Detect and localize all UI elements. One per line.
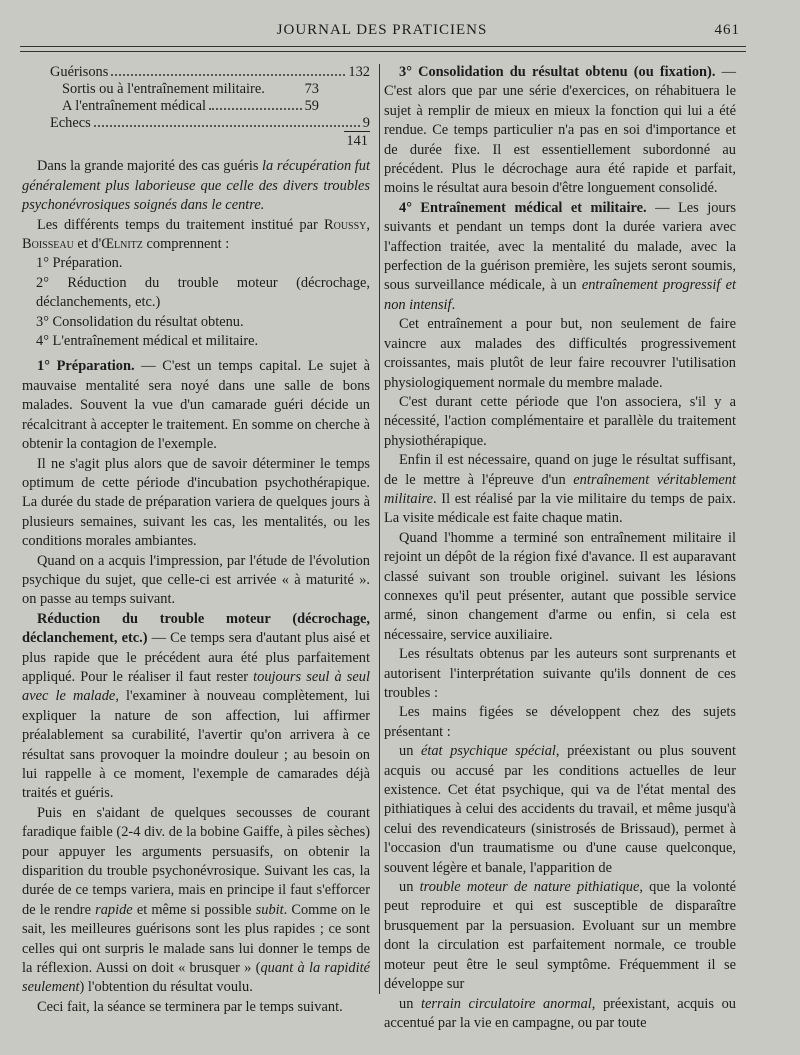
- list-item: 4° L'entraînement médical et militaire.: [36, 333, 259, 350]
- stats-value: 132: [348, 64, 370, 80]
- paragraph: Ceci fait, la séance se terminera par le temps suivant.: [37, 998, 343, 1015]
- stats-label: Guérisons: [50, 64, 109, 80]
- section-entrainement: 4° Entraînement médical et militaire. — Les jours suivants et pendant un temps dont la durée variera avec l'affection traitée, avec la mentalité du malade, avec la perfection de la guérison première, les sujets seront soumis, sous surveillance médicale, à un entraînement progressif et non intensif.: [384, 199, 737, 313]
- list-item: 2° Réduction du trouble moteur (décrochage, déclanchements, etc.): [36, 274, 370, 311]
- paragraph: un terrain circulatoire anormal, préexistant, acquis ou accentué par la vie en campagne, ou par toute: [384, 995, 736, 1031]
- leader-dots: [111, 74, 345, 76]
- stats-value: 73: [304, 81, 319, 97]
- running-header: [24, 22, 740, 44]
- paragraph: un état psychique spécial, préexistant ou plus souvent acquis ou accusé par les conditions actuelles de leur existence. Cet état psychique, qui va de l'état mental des pithiatiques à celui des accidents du travail, et même jusqu'à celui des revendicateurs (sinistrosés de Brissaud), permet à l'occasion d'un traumatisme ou d'une cause quelconque, souvent légère et banale, l'apparition de: [384, 743, 736, 876]
- section-consolidation: 3° Consolidation du résultat obtenu (ou fixation). — C'est alors que par une série d'exercices, on réhabituera le sujet à remplir de mieux en mieux la fonction qui lui a été rendue. Ce temps particulier n'a pas en soi d'importance et de durée fixe. Il est essentiellement subordonné au précédent. Plus le décrochage aura été rapide et parfait, moins le résultat aura besoin d'être longuement consolidé.: [384, 64, 736, 197]
- page-number: 461: [714, 22, 740, 38]
- stats-label: Sortis ou à l'entraînement militaire.: [62, 81, 265, 97]
- paragraph: un trouble moteur de nature pithiatique, que la volonté peut reproduire et qui est susceptible de disparaître brusquement par la persuasion. Evoluant sur un membre dont la circulation est parfaitement normale, ce trouble moteur peut être le seul symptôme. Fréquemment il se développe sur: [384, 879, 736, 993]
- paragraph: Enfin il est nécessaire, quand on juge le résultat suffisant, de le mettre à l'épreuve d'un entraînement véritablement militaire. Il est réalisé par la vie militaire du temps de paix. La visite médicale est faite chaque matin.: [384, 452, 736, 527]
- leader-dots: [209, 108, 302, 110]
- stats-total: [22, 131, 370, 151]
- column-divider: [379, 64, 380, 994]
- paragraph: Il ne s'agit plus alors que de savoir déterminer le temps optimum de cette période d'incubation psychothérapique. La durée du stade de préparation variera de quelques jours à plusieurs semaines, suivant les cas, les mentalités, ou les conditions morales ambiantes.: [22, 455, 370, 550]
- list-item: 3° Consolidation du résultat obtenu.: [36, 313, 244, 330]
- journal-title: JOURNAL DES PRATICIENS: [276, 22, 488, 38]
- paragraph: Les mains figées se développent chez des sujets présentant :: [384, 704, 736, 740]
- paragraph: Les résultats obtenus par les auteurs sont surprenants et autorisent l'interprétation suivante qu'ils donnent de ces troubles :: [384, 646, 736, 701]
- results-table: [22, 63, 370, 151]
- section-reduction: Réduction du trouble moteur (décrochage, déclanchement, etc.) — Ce temps sera d'autant plus aisé et plus rapide que le précédent aura été plus parfaitement appliqué. Pour le réaliser il faut rester toujours seul à seul avec le malade, l'examiner à nouveau complètement, lui expliquer la nature de son affection, lui affirmer préalablement sa curabilité, l'avertir qu'on arrivera à ce résultat sans provoquer la moindre douleur ; au besoin on lui rappelle à ce moment, l'exemple de camarades déjà traités et guéris.: [22, 610, 370, 802]
- paragraph: Les différents temps du traitement institué par Roussy, Boisseau et d'Œlnitz comprennent :: [22, 216, 370, 253]
- stats-label: A l'entraînement médical: [62, 98, 207, 114]
- paragraph: Puis en s'aidant de quelques secousses de courant faradique faible (2-4 div. de la bobine Gaiffe, à piles sèches) pour appuyer les arguments persuasifs, on obtenir la disparition du trouble psychonévrosique. Suivant les cas, la durée de ce temps variera, mais en principe il faut s'efforcer de le rendre rapide et même si possible subit. Comme on le sait, les meilleures guérisons sont les plus rapides ; ce sont celles qui ont surpris le malade sans lui donner le temps de la réflexion. Aussi on doit « brusquer » (quant à la rapidité seulement) l'obtention du résultat voulu.: [22, 804, 370, 996]
- paragraph: Dans la grande majorité des cas guéris la récupération fut généralement plus laborieuse que celle des divers troubles psychonévrosiques soignés dans le centre.: [22, 158, 370, 214]
- leader-dots: [94, 125, 360, 127]
- list-item: 1° Préparation.: [36, 255, 123, 272]
- right-column: [384, 63, 736, 1033]
- header-rule: [20, 46, 746, 47]
- left-column: [22, 63, 370, 1017]
- paragraph: C'est durant cette période que l'on associera, s'il y a nécessité, l'action complémentaire et parallèle du traitement physiothérapique.: [384, 393, 736, 449]
- paragraph: Quand l'homme a terminé son entraînement militaire il rejoint un dépôt de la région fixé d'avance. Il est auparavant classé suivant son trouble originel. suivant les lésions connexes qu'il peut présenter, autant que possible service armé, sinon changement d'arme ou enfin, si cela est nécessaire, service auxiliaire.: [384, 529, 736, 643]
- stats-label: Echecs: [50, 115, 91, 131]
- paragraph: Cet entraînement a pour but, non seulement de faire vaincre aux malades des difficultés progressivement croissantes, mais plutôt de leur faire recouvrer l'utilisation physiologiquement normale du membre malade.: [384, 316, 736, 391]
- header-rule-thin: [20, 51, 746, 52]
- stats-row-entrainement: [22, 97, 319, 114]
- stats-total-value: 141: [344, 131, 370, 151]
- stats-row-echecs: [22, 114, 370, 131]
- section-preparation: 1° Préparation. — C'est un temps capital. Le sujet à mauvaise mentalité sera noyé dans une salle de bons malades. Souvent la vue d'un camarade guéri décide un récalcitrant à accepter le traitement. En somme on cherche à obtenir la contagion de l'exemple.: [22, 358, 370, 453]
- paragraph: Quand on a acquis l'impression, par l'étude de l'évolution psychique du sujet, que celle-ci est arrivée « à maturité ». on passe au temps suivant.: [22, 552, 370, 608]
- stats-row-sortis: [22, 80, 319, 97]
- stats-value: 9: [362, 115, 370, 131]
- stats-value: 59: [304, 98, 319, 114]
- stats-row-guerisons: [22, 63, 370, 80]
